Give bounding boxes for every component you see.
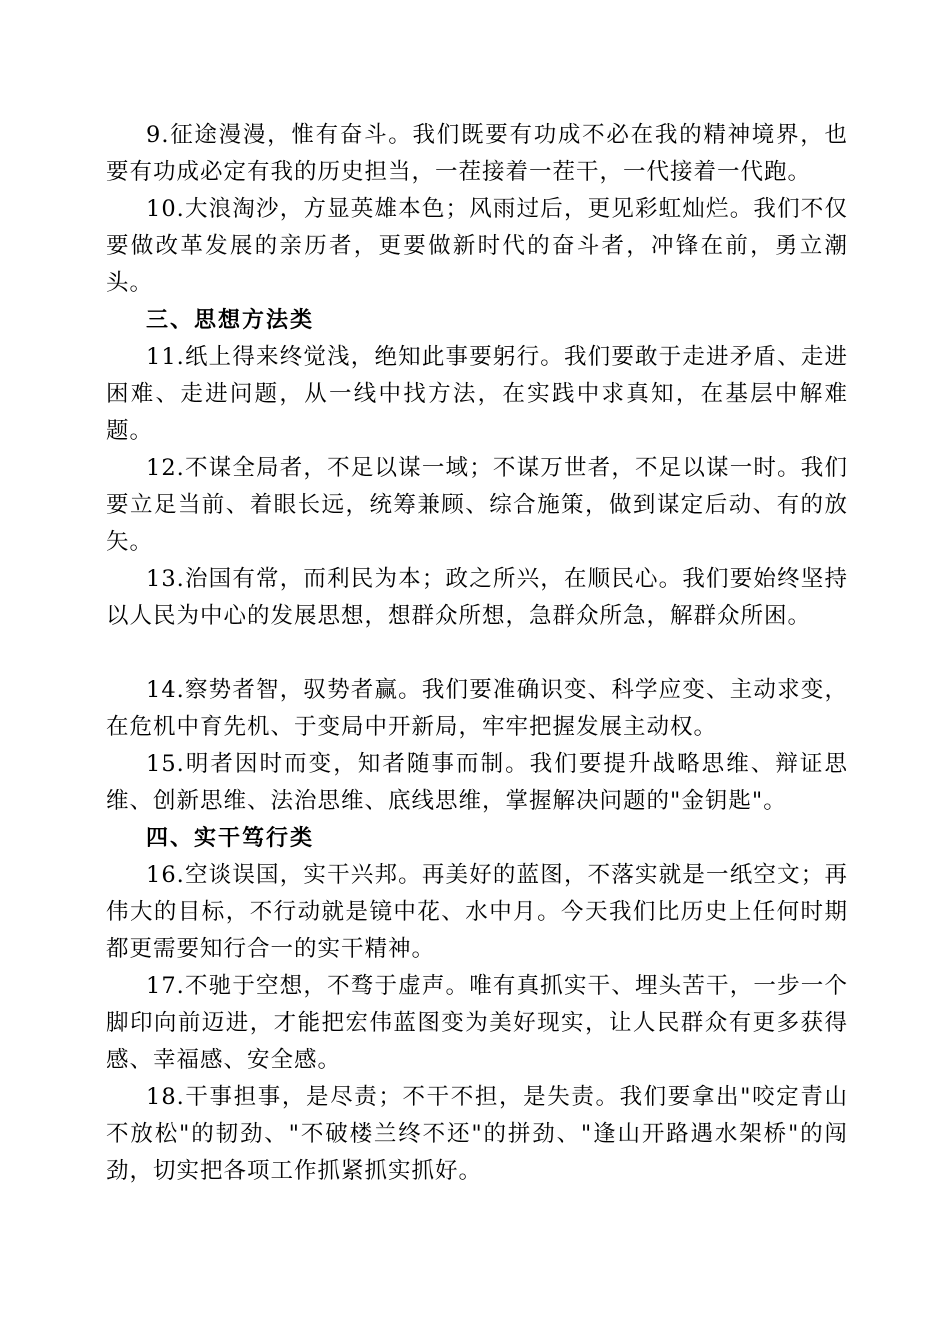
paragraph-gap	[106, 635, 848, 672]
paragraph-15: 15.明者因时而变，知者随事而制。我们要提升战略思维、辩证思维、创新思维、法治思维、底线思维，掌握解决问题的"金钥匙"。	[106, 751, 848, 814]
paragraph-17: 17.不驰于空想，不骛于虚声。唯有真抓实干、埋头苦干，一步一个脚印向前迈进，才能把宏伟蓝图变为美好现实，让人民群众有更多获得感、幸福感、安全感。	[106, 973, 848, 1073]
paragraph-12: 12.不谋全局者，不足以谋一域；不谋万世者，不足以谋一时。我们要立足当前、着眼长远，统筹兼顾、综合施策，做到谋定后动、有的放矢。	[106, 455, 848, 555]
paragraph-11: 11.纸上得来终觉浅，绝知此事要躬行。我们要敢于走进矛盾、走进困难、走进问题，从一线中找方法，在实践中求真知，在基层中解难题。	[106, 344, 848, 444]
paragraph-18: 18.干事担事，是尽责；不干不担，是失责。我们要拿出"咬定青山不放松"的韧劲、"不破楼兰终不还"的拼劲、"逢山开路遇水架桥"的闯劲，切实把各项工作抓紧抓实抓好。	[106, 1084, 848, 1184]
section-heading-4: 四、实干笃行类	[146, 826, 315, 851]
paragraph-16: 16.空谈误国，实干兴邦。再美好的蓝图，不落实就是一纸空文；再伟大的目标，不行动就是镜中花、水中月。今天我们比历史上任何时期都更需要知行合一的实干精神。	[106, 862, 848, 962]
paragraph-14: 14.察势者智，驭势者赢。我们要准确识变、科学应变、主动求变，在危机中育先机、于变局中开新局，牢牢把握发展主动权。	[106, 677, 848, 740]
paragraph-9: 9.征途漫漫，惟有奋斗。我们既要有功成不必在我的精神境界，也要有功成必定有我的历史担当，一茬接着一茬干，一代接着一代跑。	[106, 122, 848, 185]
section-heading-3: 三、思想方法类	[146, 308, 315, 333]
document-page	[106, 117, 848, 1190]
paragraph-13: 13.治国有常，而利民为本；政之所兴，在顺民心。我们要始终坚持以人民为中心的发展思想，想群众所想，急群众所急，解群众所困。	[106, 566, 848, 629]
paragraph-10: 10.大浪淘沙，方显英雄本色；风雨过后，更见彩虹灿烂。我们不仅要做改革发展的亲历者，更要做新时代的奋斗者，冲锋在前，勇立潮头。	[106, 196, 848, 296]
